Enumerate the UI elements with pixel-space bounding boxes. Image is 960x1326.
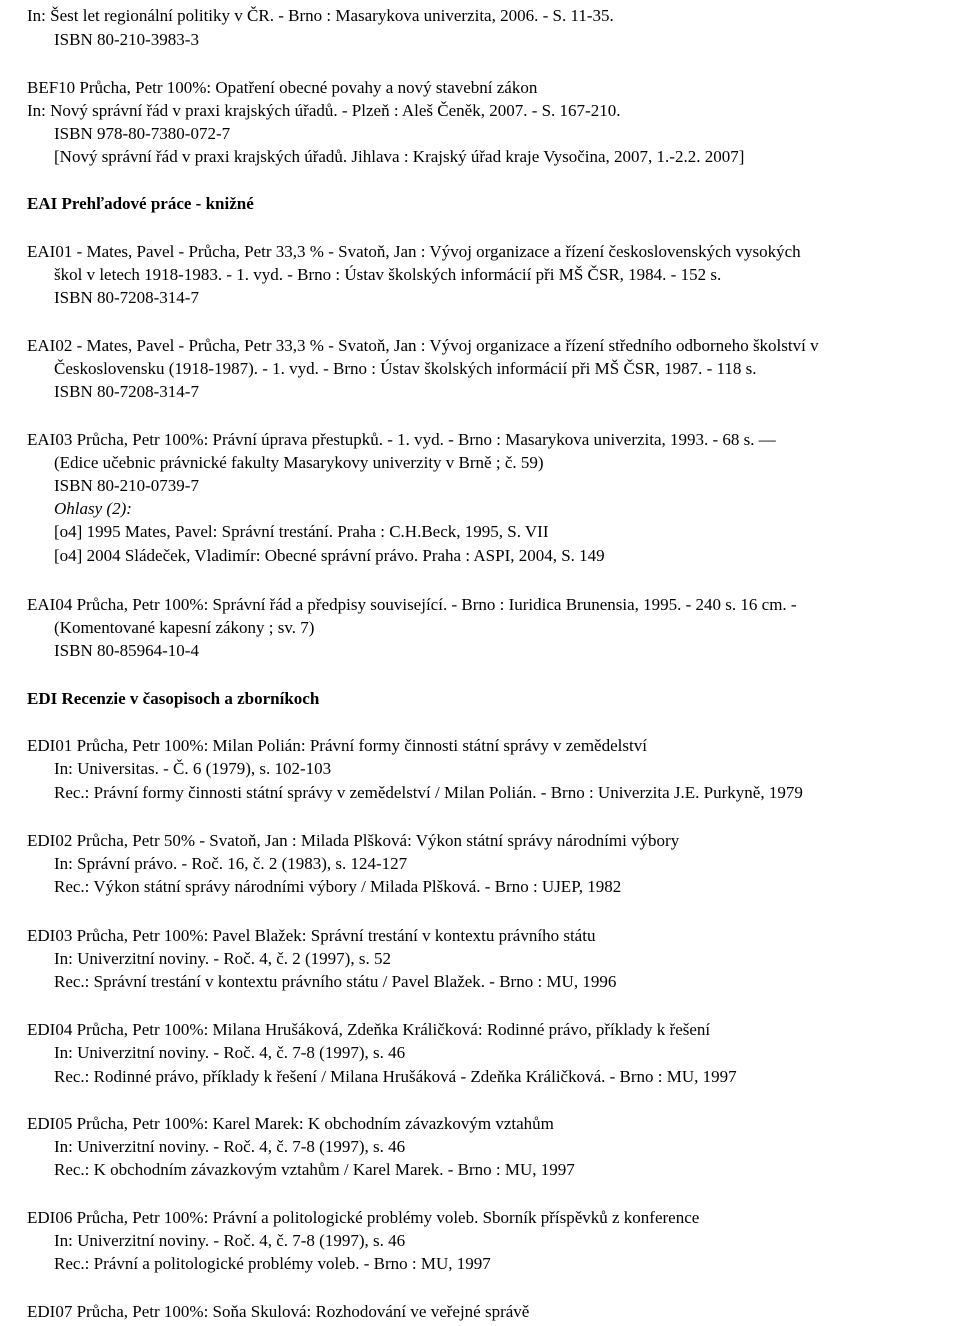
entry-continuation-line: [Nový správní řád v praxi krajských úřadů. Jihlava : Krajský úřad kraje Vysočina, 2007, 1.-2.2. 2007] (54, 147, 745, 166)
entry-first-line: EDI05 Průcha, Petr 100%: Karel Marek: K obchodním závazkovým vztahům (27, 1114, 554, 1133)
entry-first-line: EDI02 Průcha, Petr 50% - Svatoň, Jan : Milada Plšková: Výkon státní správy národními výbory (27, 831, 680, 850)
entry-continuation-line: In: Univerzitní noviny. - Roč. 4, č. 7-8 (1997), s. 46 (54, 1231, 406, 1250)
entry-first-line: In: Nový správní řád v praxi krajských úřadů. - Plzeň : Aleš Čeněk, 2007. - S. 167-210. (27, 101, 621, 120)
entry-continuation-line: Rec.: Rodinné právo, příklady k řešení / Milana Hrušáková - Zdeňka Králičková. - Brno : MU, 1997 (54, 1067, 737, 1086)
entry-first-line: EAI04 Průcha, Petr 100%: Správní řád a předpisy související. - Brno : Iuridica Brunensia, 1995. - 240 s. 16 cm. - (27, 595, 797, 614)
entry-continuation-line: (Komentované kapesní zákony ; sv. 7) (54, 618, 315, 637)
entry-continuation-line: ISBN 80-7208-314-7 (54, 288, 199, 307)
entry-continuation-line: ISBN 80-210-3983-3 (54, 30, 199, 49)
entry-continuation-line: (Edice učebnic právnické fakulty Masarykovy univerzity v Brně ; č. 59) (54, 453, 544, 472)
entry-continuation-line: ISBN 80-210-0739-7 (54, 476, 199, 495)
entry-continuation-line: In: Univerzitní noviny. - Roč. 4, č. 2 (1997), s. 52 (54, 949, 391, 968)
entry-first-line: EAI01 - Mates, Pavel - Průcha, Petr 33,3 % - Svatoň, Jan : Vývoj organizace a řízení československých vysokých (27, 242, 801, 261)
entry-first-line: EDI04 Průcha, Petr 100%: Milana Hrušáková, Zdeňka Králičková: Rodinné právo, příklady k řešení (27, 1020, 711, 1039)
entry-first-line: BEF10 Průcha, Petr 100%: Opatření obecné povahy a nový stavební zákon (27, 78, 538, 97)
entry-continuation-line: Rec.: Právní formy činnosti státní správy v zemědelství / Milan Polián. - Brno : Univerzita J.E. Purkyně, 1979 (54, 783, 803, 802)
entry-continuation-line: ISBN 978-80-7380-072-7 (54, 124, 231, 143)
entry-continuation-line: Rec.: K obchodním závazkovým vztahům / Karel Marek. - Brno : MU, 1997 (54, 1160, 575, 1179)
section-heading: EDI Recenzie v časopisoch a zborníkoch (27, 689, 320, 708)
entry-continuation-line: Rec.: Správní trestání v kontextu právního státu / Pavel Blažek. - Brno : MU, 1996 (54, 972, 617, 991)
entry-continuation-line: Československu (1918-1987). - 1. vyd. - Brno : Ústav školských informácií při MŠ ČSR, 1987. - 118 s. (54, 359, 757, 378)
entry-continuation-line: [o4] 2004 Sládeček, Vladimír: Obecné správní právo. Praha : ASPI, 2004, S. 149 (54, 546, 605, 565)
entry-first-line: EAI03 Průcha, Petr 100%: Právní úprava přestupků. - 1. vyd. - Brno : Masarykova univerzita, 1993. - 68 s. — (27, 430, 776, 449)
entry-continuation-line: In: Univerzitní noviny. - Roč. 4, č. 7-8 (1997), s. 46 (54, 1137, 406, 1156)
entry-first-line: EDI06 Průcha, Petr 100%: Právní a politologické problémy voleb. Sborník příspěvků z konference (27, 1208, 700, 1227)
entry-continuation-line: Ohlasy (2): (54, 499, 132, 518)
section-heading: EAI Prehľadové práce - knižné (27, 194, 254, 213)
entry-first-line: EDI03 Průcha, Petr 100%: Pavel Blažek: Správní trestání v kontextu právního státu (27, 926, 596, 945)
entry-continuation-line: ISBN 80-85964-10-4 (54, 641, 199, 660)
entry-continuation-line: In: Univerzitní noviny. - Roč. 4, č. 7-8 (1997), s. 46 (54, 1043, 406, 1062)
entry-first-line: EDI07 Průcha, Petr 100%: Soňa Skulová: Rozhodování ve veřejné správě (27, 1302, 530, 1321)
entry-continuation-line: In: Správní právo. - Roč. 16, č. 2 (1983), s. 124-127 (54, 854, 408, 873)
entry-continuation-line: [o4] 1995 Mates, Pavel: Správní trestání. Praha : C.H.Beck, 1995, S. VII (54, 522, 549, 541)
entry-continuation-line: In: Universitas. - Č. 6 (1979), s. 102-103 (54, 759, 332, 778)
entry-continuation-line: Rec.: Výkon státní správy národními výbory / Milada Plšková. - Brno : UJEP, 1982 (54, 877, 622, 896)
entry-continuation-line: Rec.: Právní a politologické problémy voleb. - Brno : MU, 1997 (54, 1254, 491, 1273)
entry-first-line: EAI02 - Mates, Pavel - Průcha, Petr 33,3 % - Svatoň, Jan : Vývoj organizace a řízení středního odborneho školství v (27, 336, 819, 355)
entry-first-line: In: Šest let regionální politiky v ČR. - Brno : Masarykova univerzita, 2006. - S. 11-35. (27, 6, 614, 25)
entry-first-line: EDI01 Průcha, Petr 100%: Milan Polián: Právní formy činnosti státní správy v zemědelství (27, 736, 647, 755)
entry-continuation-line: ISBN 80-7208-314-7 (54, 382, 199, 401)
entry-continuation-line: škol v letech 1918-1983. - 1. vyd. - Brno : Ústav školských informácií při MŠ ČSR, 1984. - 152 s. (54, 265, 722, 284)
